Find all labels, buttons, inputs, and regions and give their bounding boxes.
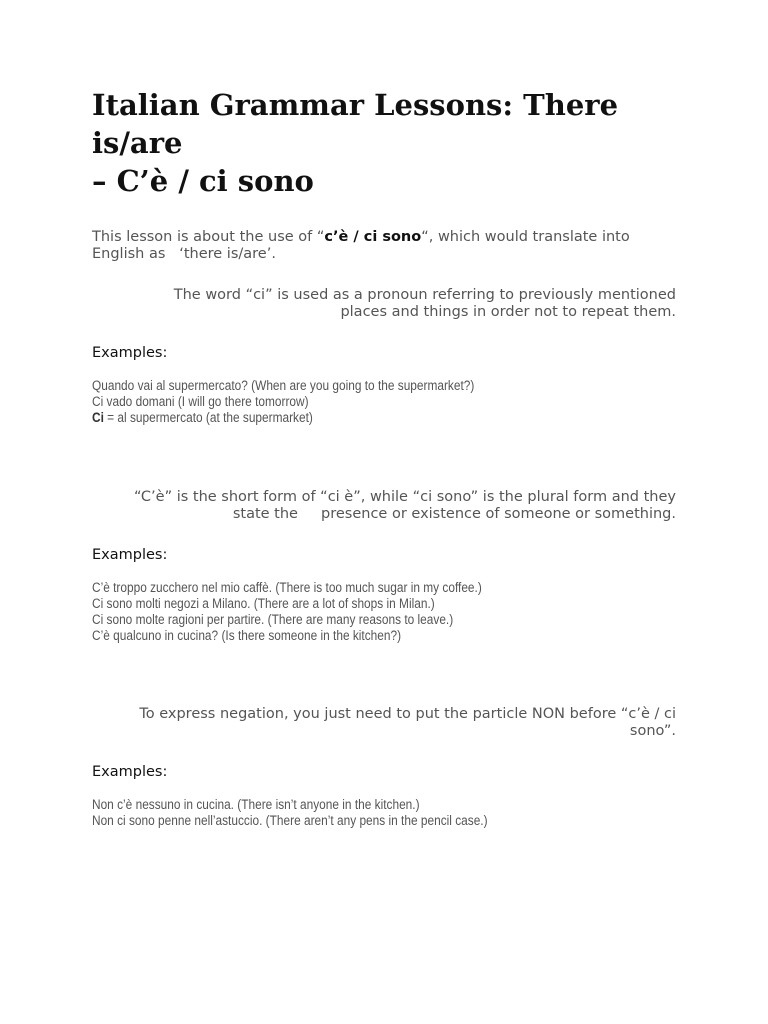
example-line: Ci vado domani (I will go there tomorrow) [92, 394, 309, 409]
ci-pronoun-line-2: places and things in order not to repeat them. [340, 304, 676, 320]
examples-heading-1: Examples: [92, 345, 168, 361]
example-line [92, 410, 620, 426]
example-line: Non ci sono penne nell’astuccio. (There aren’t any pens in the pencil case.) [92, 813, 488, 828]
negation-paragraph [92, 706, 676, 740]
example-line: Non c’è nessuno in cucina. (There isn’t anyone in the kitchen.) [92, 797, 420, 812]
example-line: Ci sono molti negozi a Milano. (There are a lot of shops in Milan.) [92, 596, 435, 611]
short-form-line-1: “C’è” is the short form of “ci è”, while “ci sono” is the plural form and they [133, 489, 676, 505]
example-line: C’è qualcuno in cucina? (Is there someone in the kitchen?) [92, 628, 402, 643]
title-line-1: Italian Grammar Lessons: There is/are [92, 88, 619, 160]
examples-heading-2: Examples: [92, 547, 168, 563]
examples-list-3 [92, 797, 620, 829]
examples-heading-3: Examples: [92, 764, 168, 780]
intro-text-line-2: English as ‘there is/are’. [92, 246, 276, 262]
title-line-2: – C’è / ci sono [92, 164, 314, 198]
examples-list-1 [92, 378, 620, 426]
example-bold-ci: Ci [92, 410, 104, 425]
negation-line-2: sono”. [629, 723, 676, 739]
page-title [92, 86, 692, 200]
example-line: Ci sono molte ragioni per partire. (There are many reasons to leave.) [92, 612, 454, 627]
examples-list-2 [92, 580, 620, 644]
intro-text-before: This lesson is about the use of “ [92, 229, 325, 245]
intro-bold-phrase: c’è / ci sono [324, 229, 422, 245]
example-line: Quando vai al supermercato? (When are you going to the supermarket?) [92, 378, 475, 393]
short-form-paragraph [92, 489, 676, 523]
intro-paragraph [92, 229, 682, 263]
short-form-line-2: state the presence or existence of someone or something. [232, 506, 676, 522]
example-line: C’è troppo zucchero nel mio caffè. (There is too much sugar in my coffee.) [92, 580, 482, 595]
example-line-rest: = al supermercato (at the supermarket) [103, 410, 313, 425]
intro-text-after: “, which would translate into [421, 229, 630, 245]
ci-pronoun-paragraph [92, 287, 676, 321]
negation-line-1: To express negation, you just need to put the particle NON before “c’è / ci [139, 706, 676, 722]
ci-pronoun-line-1: The word “ci” is used as a pronoun referring to previously mentioned [173, 287, 676, 303]
